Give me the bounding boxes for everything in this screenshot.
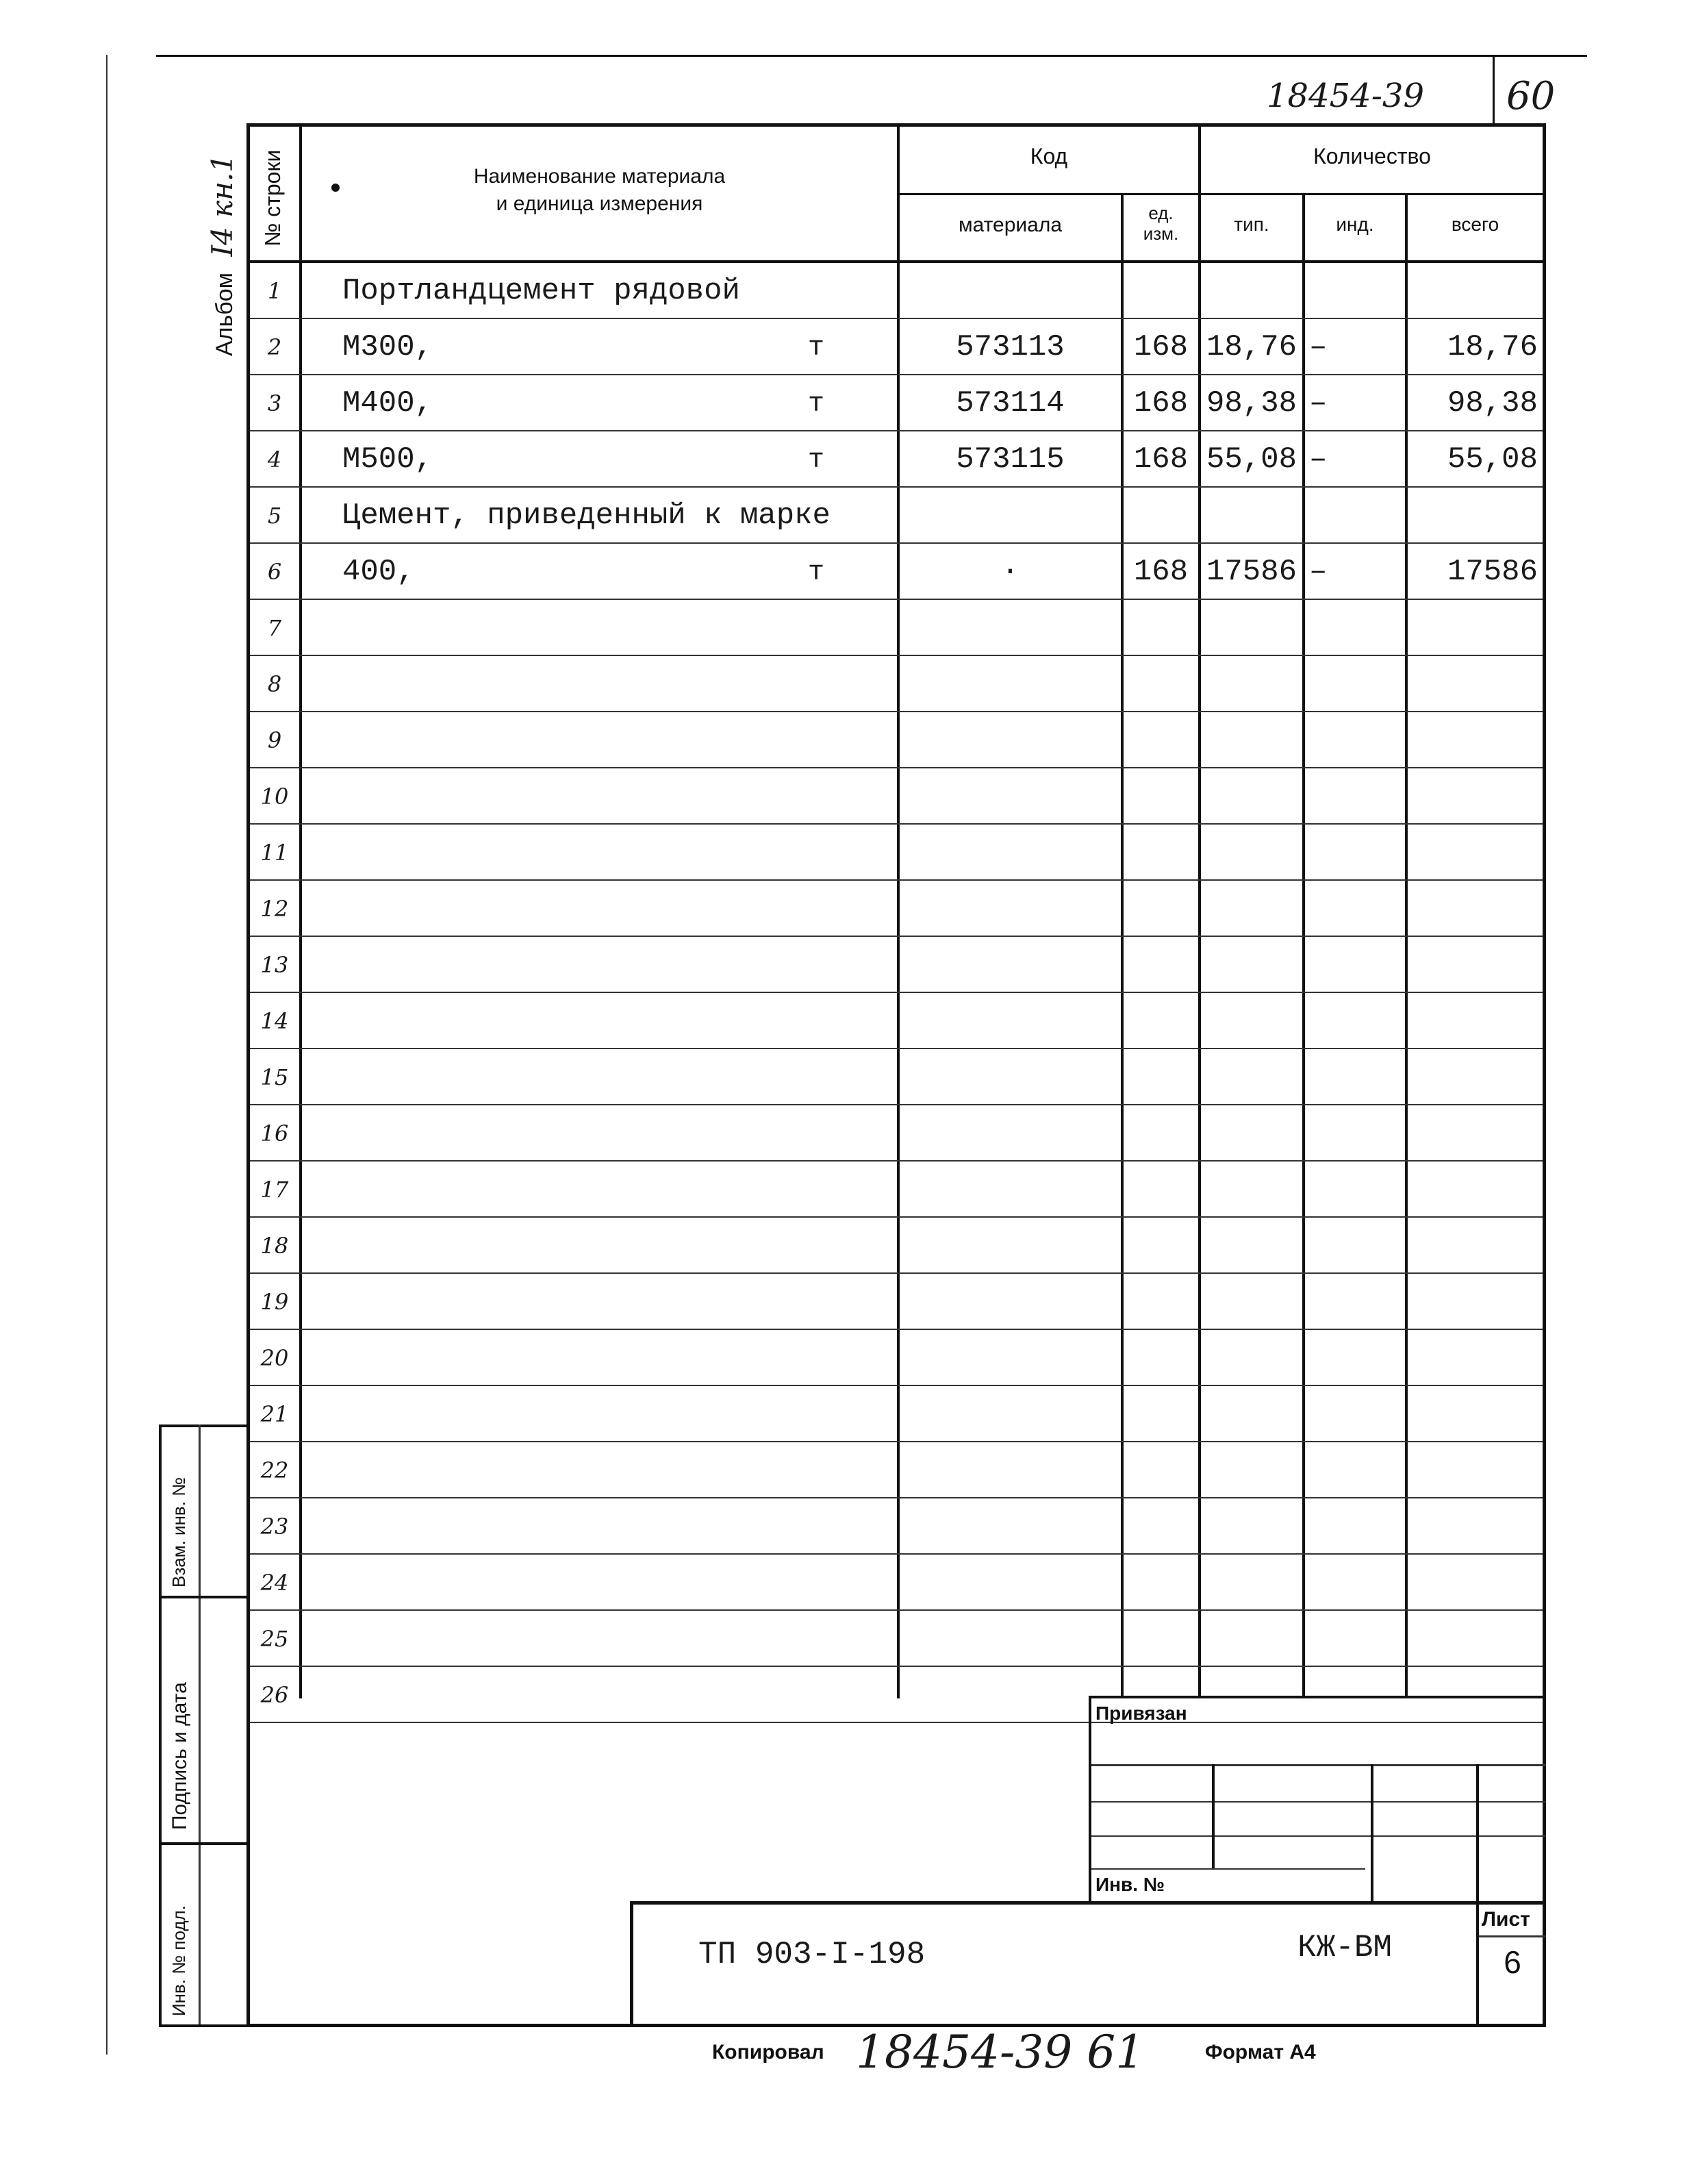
row-code: 573114 <box>956 386 1065 421</box>
header-unit <box>1124 203 1198 244</box>
side-vzam: Взам. инв. № <box>168 1477 189 1587</box>
stamp-line-4 <box>1091 1868 1365 1870</box>
header-tip: тип. <box>1234 214 1269 235</box>
title-block-left <box>630 1901 633 2027</box>
row-number: 1 <box>267 278 282 304</box>
row-separator <box>250 486 1543 488</box>
row-number: 23 <box>260 1514 289 1540</box>
row-tip: 18,76 <box>1206 330 1297 364</box>
stamp-vline-3 <box>1476 1764 1479 2024</box>
side-box-top <box>159 1424 246 1427</box>
album-label-text: Альбом <box>212 273 238 356</box>
row-number: 15 <box>260 1064 289 1090</box>
footer-format: Формат А4 <box>1205 2041 1316 2063</box>
row-number: 22 <box>260 1457 289 1483</box>
footer-copied-label: Копировал <box>712 2041 824 2063</box>
row-separator <box>250 879 1543 881</box>
row-unit: т <box>808 389 825 420</box>
row-separator <box>250 1048 1543 1049</box>
row-code: 573113 <box>956 330 1065 364</box>
col-line-tip <box>1302 194 1305 1698</box>
header-name <box>302 163 897 218</box>
row-tip: 98,38 <box>1206 386 1297 421</box>
row-tip: 17586 <box>1206 555 1297 589</box>
row-total: 17586 <box>1447 555 1538 589</box>
row-unit: т <box>808 333 825 364</box>
row-separator <box>250 430 1543 431</box>
row-unit-code: 168 <box>1133 555 1189 589</box>
stamp-sheet-label: Лист <box>1482 1908 1530 1931</box>
header-mid-border <box>897 193 1546 195</box>
row-number: 16 <box>260 1120 289 1146</box>
side-box-bottom <box>159 2024 246 2027</box>
album-label-hand: I4 кн.1 <box>205 154 239 257</box>
side-podpis: Подпись и дата <box>168 1682 191 1830</box>
row-ind: – <box>1309 330 1328 364</box>
row-name: Цемент, приведенный к марке <box>342 499 831 533</box>
row-ind: – <box>1309 442 1328 477</box>
stamp-sheet-number: 6 <box>1504 1944 1521 1980</box>
row-number: 11 <box>260 840 289 866</box>
stamp-vline-1 <box>1212 1764 1215 1868</box>
row-number: 18 <box>260 1233 289 1259</box>
side-box-line-1 <box>159 1596 246 1598</box>
stamp-code: КЖ-ВМ <box>1297 1930 1393 1966</box>
row-separator <box>250 992 1543 993</box>
top-number: 18454-39 <box>1267 77 1424 115</box>
stamp-privyazan: Привязан <box>1095 1703 1187 1724</box>
row-name: М300, <box>342 330 433 364</box>
header-code: Код <box>1030 144 1068 168</box>
row-number: 8 <box>267 671 282 697</box>
top-border <box>156 55 1587 57</box>
row-separator <box>250 655 1543 656</box>
side-box-div-col <box>199 1424 201 2027</box>
row-ind: – <box>1309 386 1328 421</box>
row-separator <box>250 1666 1543 1667</box>
row-number: 13 <box>260 952 289 978</box>
row-number: 21 <box>260 1401 289 1427</box>
header-material: материала <box>958 214 1063 236</box>
row-number: 9 <box>267 727 282 753</box>
row-number: 6 <box>267 559 282 585</box>
row-separator <box>250 318 1543 319</box>
row-unit: т <box>808 445 825 476</box>
header-name-line1: Наименование материала <box>473 165 726 188</box>
header-bullet <box>331 184 340 192</box>
row-separator <box>250 1329 1543 1330</box>
stamp-designation: ТП 903-I-198 <box>698 1937 926 1972</box>
row-separator <box>250 711 1543 712</box>
row-name: 400, <box>342 555 415 589</box>
header-quantity: Количество <box>1313 144 1431 168</box>
row-number: 10 <box>260 783 289 809</box>
header-ind: инд. <box>1336 214 1374 235</box>
table-right-border <box>1543 123 1546 2027</box>
row-code: 573115 <box>956 442 1065 477</box>
row-separator <box>250 823 1543 825</box>
row-separator <box>250 767 1543 768</box>
album-label <box>205 154 239 356</box>
table-top-border <box>246 123 1546 127</box>
row-name: Портландцемент рядовой <box>342 274 740 308</box>
row-total: 98,38 <box>1447 386 1538 421</box>
footer-copied-hand: 18454-39 61 <box>856 2026 1145 2079</box>
row-number: 3 <box>267 390 282 416</box>
header-row-no: № строки <box>260 149 285 247</box>
row-separator <box>250 936 1543 937</box>
row-separator <box>250 1104 1543 1105</box>
row-separator <box>250 1553 1543 1555</box>
row-unit-code: 168 <box>1133 442 1189 477</box>
row-unit-code: 168 <box>1133 386 1189 421</box>
page-number-divider <box>1493 56 1495 125</box>
row-separator <box>250 1441 1543 1442</box>
header-total: всего <box>1451 214 1499 235</box>
header-unit-line2: изм. <box>1143 223 1179 244</box>
row-number: 24 <box>260 1570 289 1596</box>
row-name: М400, <box>342 386 433 421</box>
row-separator <box>250 1216 1543 1218</box>
row-separator <box>250 1160 1543 1162</box>
row-number: 25 <box>260 1626 289 1652</box>
row-separator <box>250 374 1543 375</box>
row-ind: – <box>1309 555 1328 589</box>
stamp-left-border <box>1089 1696 1091 1901</box>
row-number: 4 <box>267 447 282 473</box>
row-unit-code: 168 <box>1133 330 1189 364</box>
row-separator <box>250 599 1543 600</box>
row-separator <box>250 1272 1543 1274</box>
row-number: 5 <box>267 503 282 529</box>
title-block-top <box>630 1901 1546 1905</box>
row-number: 2 <box>267 334 282 360</box>
col-line-no <box>299 123 302 1698</box>
row-number: 19 <box>260 1289 289 1315</box>
row-number: 14 <box>260 1008 289 1034</box>
left-margin-line <box>106 55 107 2055</box>
row-separator <box>250 1385 1543 1386</box>
header-name-line2: и единица измерения <box>496 192 703 215</box>
stamp-vline-2 <box>1371 1764 1373 1901</box>
page-number: 60 <box>1506 74 1556 118</box>
row-total: 55,08 <box>1447 442 1538 477</box>
header-unit-line1: ед. <box>1148 203 1174 223</box>
row-number: 17 <box>260 1177 289 1203</box>
row-name: М500, <box>342 442 433 477</box>
row-unit: т <box>808 557 825 588</box>
row-separator <box>250 1609 1543 1611</box>
header-bottom-border <box>246 260 1546 263</box>
row-separator <box>250 1497 1543 1498</box>
row-number: 12 <box>260 896 289 922</box>
row-total: 18,76 <box>1447 330 1538 364</box>
row-separator <box>250 1722 1543 1723</box>
row-tip: 55,08 <box>1206 442 1297 477</box>
side-inv-podl: Инв. № подл. <box>168 1905 189 2016</box>
row-number: 7 <box>267 615 282 641</box>
row-separator <box>250 542 1543 544</box>
stamp-inv-no: Инв. № <box>1095 1874 1165 1895</box>
side-box-left <box>159 1424 162 2027</box>
row-code: · <box>1001 555 1019 589</box>
sheet-divider <box>1479 1935 1546 1937</box>
side-box-line-2 <box>159 1842 246 1845</box>
row-number: 20 <box>260 1345 289 1371</box>
stamp-top-border <box>1089 1696 1546 1698</box>
row-number: 26 <box>260 1682 289 1708</box>
